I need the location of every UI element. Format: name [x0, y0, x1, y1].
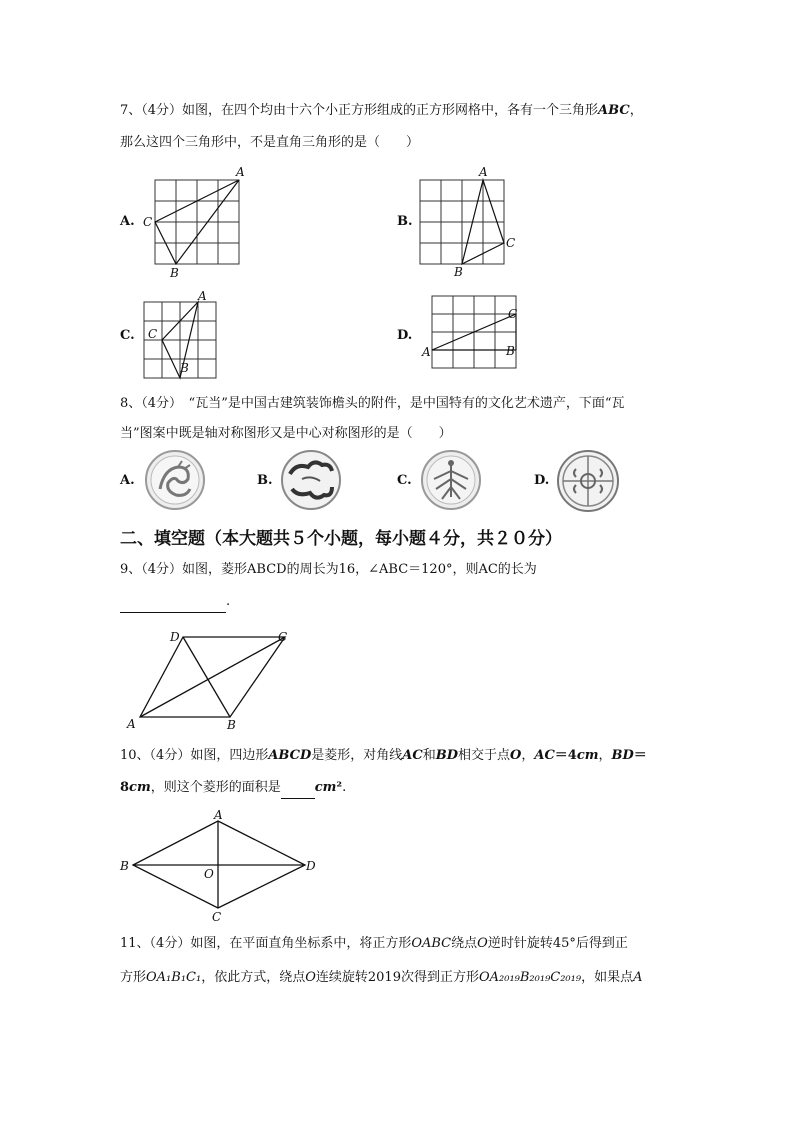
q7-option-b-label: B.	[397, 214, 413, 229]
q7-line1-prefix: 7、（4分）如图，在四个均由十六个小正方形组成的正方形网格中，各有一个三角形	[120, 103, 599, 118]
q9-rhombus-figure	[120, 625, 305, 735]
q10-text: 和	[422, 748, 436, 763]
q7-figure-a	[140, 165, 255, 280]
q10-text: 8	[120, 780, 130, 795]
q10-var: O	[510, 748, 522, 763]
q8-tile-c-bird-image	[420, 449, 482, 511]
q8-tile-a-dragon-image	[144, 449, 206, 511]
point-c-label: C	[148, 327, 158, 341]
q11-line2	[120, 968, 642, 988]
q9-label-a: A	[127, 717, 136, 731]
q10-text: ，则这个菱形的面积是	[150, 780, 281, 795]
q11-var: OA₂₀₁₉B₂₀₁₉C₂₀₁₉	[478, 970, 582, 985]
q10-label-d: D	[306, 859, 316, 873]
grid-b	[420, 180, 504, 264]
q11-var: A	[633, 970, 643, 985]
q8-option-b-label: B.	[257, 473, 273, 488]
grid-a	[155, 180, 239, 264]
q7-option-d-label: D.	[397, 328, 413, 343]
point-c-label: C	[143, 215, 153, 229]
q8-option-d-label: D.	[534, 473, 550, 488]
q10-var: BD	[611, 748, 634, 763]
q7-figure-d	[418, 292, 528, 372]
q10-unit: cm	[129, 780, 151, 795]
q10-var: AC	[534, 748, 555, 763]
q10-line2	[120, 778, 346, 799]
q10-text: ＝4	[554, 748, 577, 763]
q11-line1	[120, 934, 628, 954]
q7-figure-b	[410, 165, 525, 280]
q7-line1-var: ABC	[598, 103, 630, 118]
q9-line2	[120, 592, 230, 613]
q10-var: ABCD	[268, 748, 312, 763]
q10-unit: cm	[576, 748, 599, 763]
q11-text: 11、（4分）如图，在平面直角坐标系中，将正方形	[120, 936, 412, 951]
section-2-title: 二、填空题（本大题共５个小题，每小题４分，共２０分）	[120, 529, 562, 549]
q11-var: OA₁B₁C₁	[146, 970, 202, 985]
q8-tile-b-cloud-image	[280, 449, 342, 511]
q7-option-a-label: A.	[120, 214, 135, 229]
q10-text: 是菱形，对角线	[311, 748, 403, 763]
q11-text: 逆时针旋转45°后得到正	[487, 936, 628, 951]
q11-var: O	[477, 936, 488, 951]
q9-answer-blank[interactable]	[120, 592, 226, 613]
q8-option-a-label: A.	[120, 473, 135, 488]
q9-line2-end: .	[226, 594, 231, 609]
point-a-label: A	[198, 289, 207, 303]
q9-label-c: C	[278, 630, 288, 644]
q10-rhombus-figure	[115, 808, 325, 926]
q7-line1	[120, 101, 643, 121]
point-b-label: B	[506, 344, 515, 358]
point-a-label: A	[422, 345, 431, 359]
q10-text: ，	[521, 748, 535, 763]
q10-label-b: B	[120, 859, 129, 873]
q11-text: 绕点	[451, 936, 478, 951]
q10-text: .	[342, 780, 347, 795]
q11-text: 方形	[120, 970, 147, 985]
q10-text: 相交于点	[458, 748, 511, 763]
q10-var: BD	[435, 748, 458, 763]
q11-text: ，依此方式，绕点	[201, 970, 306, 985]
q10-label-c: C	[212, 910, 222, 924]
q7-line2: 那么这四个三角形中，不是直角三角形的是（ ）	[120, 135, 420, 150]
q7-option-c-label: C.	[120, 328, 135, 343]
q10-line1	[120, 746, 647, 766]
q10-label-a: A	[214, 808, 223, 822]
q10-unit: cm	[314, 780, 337, 795]
point-b-label: B	[454, 265, 463, 279]
q11-text: ，如果点	[581, 970, 634, 985]
q9-line1: 9、（4分）如图，菱形ABCD的周长为16，∠ABC＝120°，则AC的长为	[120, 562, 537, 577]
q10-var: AC	[402, 748, 423, 763]
q10-text: ，	[598, 748, 612, 763]
q8-line2: 当”图案中既是轴对称图形又是中心对称图形的是（ ）	[120, 426, 452, 441]
q9-label-d: D	[170, 630, 180, 644]
q10-text: 10、（4分）如图，四边形	[120, 748, 269, 763]
q7-figure-c	[138, 288, 228, 383]
q10-label-o: O	[204, 867, 214, 881]
q7-line1-suffix: ，	[629, 103, 643, 118]
q10-unit-exp: ²	[336, 780, 343, 795]
q10-answer-blank[interactable]	[281, 778, 315, 799]
q11-var: OABC	[411, 936, 452, 951]
q8-line1: 8、（4分） “瓦当”是中国古建筑装饰檐头的附件，是中国特有的文化艺术遗产，下面“瓦	[120, 396, 625, 411]
q9-diagonal-bd	[183, 637, 230, 717]
q11-var: O	[305, 970, 316, 985]
point-b-label: B	[180, 361, 189, 375]
q8-option-c-label: C.	[397, 473, 412, 488]
q11-text: 连续旋转2019次得到正方形	[315, 970, 479, 985]
point-a-label: A	[236, 165, 245, 179]
point-a-label: A	[479, 165, 488, 179]
q8-tile-d-pattern-image	[556, 449, 620, 513]
q9-label-b: B	[227, 718, 236, 732]
q10-text: ＝	[633, 748, 647, 763]
point-c-label: C	[508, 307, 518, 321]
point-c-label: C	[506, 236, 516, 250]
point-b-label: B	[170, 266, 179, 280]
